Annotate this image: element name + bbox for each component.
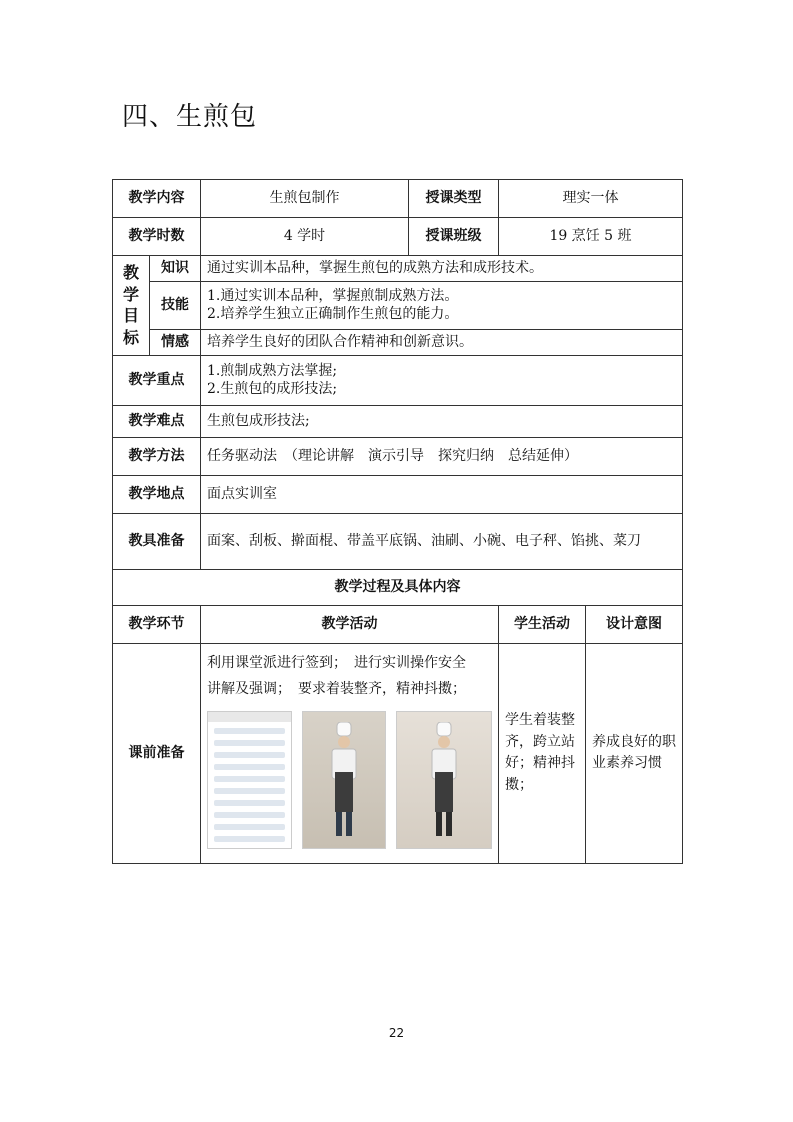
row-knowledge [113, 256, 683, 282]
student-activity-cell: 学生着装整齐，跨立站好；精神抖擞； [499, 643, 586, 863]
emotion-label: 情感 [150, 329, 201, 355]
hours-label: 教学时数 [113, 218, 201, 256]
row-content [113, 180, 683, 218]
knowledge-text: 通过实训本品种，掌握生煎包的成熟方法和成形技术。 [201, 256, 683, 282]
equipment-label: 教具准备 [113, 513, 201, 569]
col-stage-header: 教学环节 [113, 605, 201, 643]
chef-figure-icon [327, 722, 361, 840]
class-value: 19 烹饪 5 班 [499, 218, 683, 256]
page-number: 22 [388, 1026, 405, 1040]
equipment-text: 面案、刮板、擀面棍、带盖平底锅、油刷、小碗、电子秤、馅挑、菜刀 [201, 513, 683, 569]
activity-images [207, 711, 492, 849]
skill-label: 技能 [150, 281, 201, 329]
lesson-plan-table [112, 179, 683, 864]
skill-text: 1.通过实训本品种，掌握煎制成熟方法。 2.培养学生独立正确制作生煎包的能力。 [201, 281, 683, 329]
student-uniform-photo-2 [396, 711, 492, 849]
row-key-points [113, 355, 683, 405]
row-pre-class [113, 643, 683, 863]
stage-cell: 课前准备 [113, 643, 201, 863]
process-section-title: 教学过程及具体内容 [113, 569, 683, 605]
location-label: 教学地点 [113, 475, 201, 513]
row-process-title [113, 569, 683, 605]
hours-value: 4 学时 [201, 218, 409, 256]
row-hours [113, 218, 683, 256]
row-difficulty [113, 405, 683, 437]
col-student-header: 学生活动 [499, 605, 586, 643]
key-points-text: 1.煎制成熟方法掌握; 2.生煎包的成形技法; [201, 355, 683, 405]
method-label: 教学方法 [113, 437, 201, 475]
row-skill [113, 281, 683, 329]
emotion-text: 培养学生良好的团队合作精神和创新意识。 [201, 329, 683, 355]
row-process-header [113, 605, 683, 643]
activity-cell: 利用课堂派进行签到； 进行实训操作安全 讲解及强调； 要求着装整齐，精神抖擞； [201, 643, 499, 863]
type-value: 理实一体 [499, 180, 683, 218]
row-equipment [113, 513, 683, 569]
difficulty-text: 生煎包成形技法; [201, 405, 683, 437]
chef-figure-icon [427, 722, 461, 840]
row-emotion [113, 329, 683, 355]
page-title: 四、生煎包 [122, 102, 258, 132]
key-points-label: 教学重点 [113, 355, 201, 405]
row-method [113, 437, 683, 475]
content-label: 教学内容 [113, 180, 201, 218]
content-value: 生煎包制作 [201, 180, 409, 218]
difficulty-label: 教学难点 [113, 405, 201, 437]
knowledge-label: 知识 [150, 256, 201, 282]
type-label: 授课类型 [409, 180, 499, 218]
checkin-screenshot-image [207, 711, 292, 849]
location-text: 面点实训室 [201, 475, 683, 513]
row-location [113, 475, 683, 513]
col-intent-header: 设计意图 [586, 605, 683, 643]
method-text: 任务驱动法 （理论讲解 演示引导 探究归纳 总结延伸） [201, 437, 683, 475]
design-intent-cell: 养成良好的职业素养习惯 [586, 643, 683, 863]
col-activity-header: 教学活动 [201, 605, 499, 643]
class-label: 授课班级 [409, 218, 499, 256]
student-uniform-photo [302, 711, 387, 849]
objectives-label: 教 学 目 标 [113, 256, 150, 356]
